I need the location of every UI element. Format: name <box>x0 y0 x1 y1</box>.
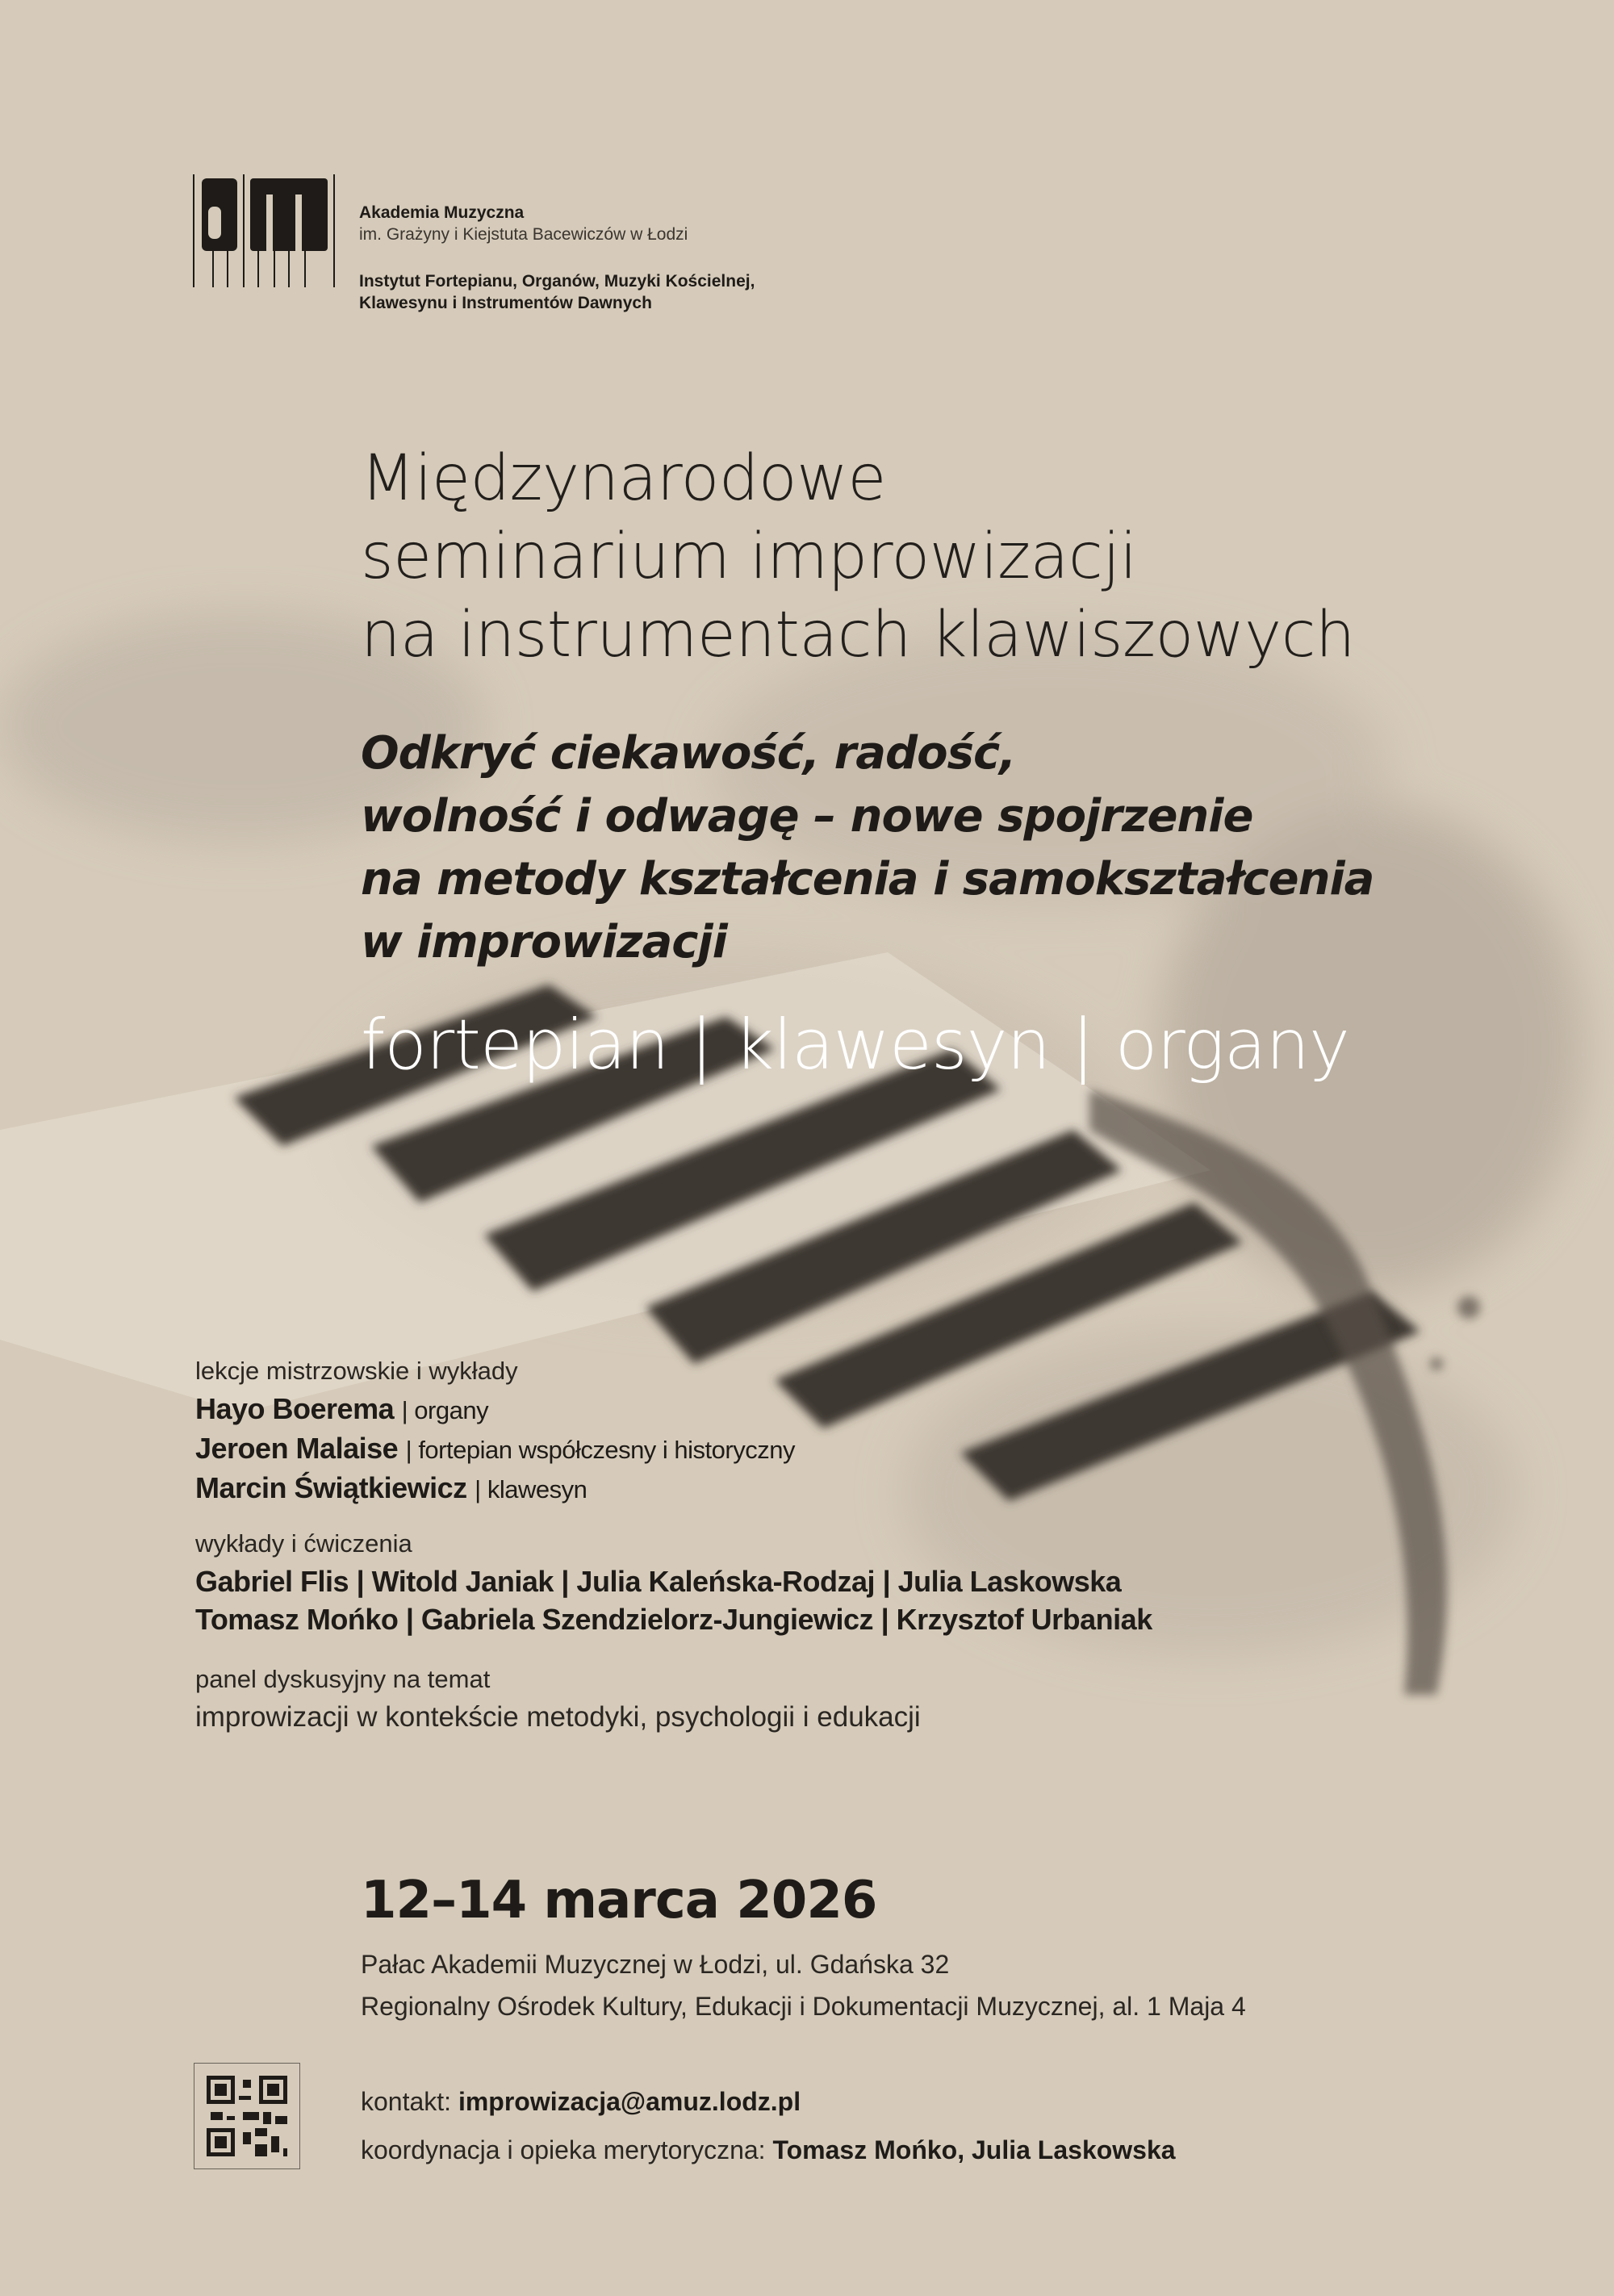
subtitle-line: w improwizacji <box>361 916 727 968</box>
lecturer-role: | organy <box>401 1396 489 1424</box>
coordinators: Tomasz Mońko, Julia Laskowska <box>772 2135 1176 2164</box>
lecturer-row <box>195 1469 795 1508</box>
event-date: 12–14 marca 2026 <box>361 1871 877 1930</box>
institute-line-2: Klawesynu i Instrumentów Dawnych <box>359 294 652 312</box>
lecturer-role: | klawesyn <box>475 1475 587 1503</box>
subtitle-line: Odkryć ciekawość, radość, <box>361 727 1016 780</box>
title-line: na instrumentach klawiszowych <box>361 599 1355 671</box>
coordination-label: koordynacja i opieka merytoryczna: <box>361 2135 766 2164</box>
institute-line-1: Instytut Fortepianu, Organów, Muzyki Kościelnej, <box>359 272 755 291</box>
qr-code[interactable] <box>194 2063 300 2169</box>
lecturers-line: Tomasz Mońko | Gabriela Szendzielorz-Jungiewicz | Krzysztof Urbaniak <box>195 1603 1152 1636</box>
institution-name: Akademia Muzyczna <box>359 203 525 222</box>
masterclasses-label: lekcje mistrzowskie i wykłady <box>195 1357 518 1385</box>
lecturer-row <box>195 1429 795 1469</box>
qr-code-icon <box>194 2064 299 2168</box>
panel-label: panel dyskusyjny na temat <box>195 1665 491 1693</box>
contact-label: kontakt: <box>361 2087 452 2116</box>
subtitle-line: na metody kształcenia i samokształcenia <box>361 853 1374 905</box>
venue-2: Regionalny Ośrodek Kultury, Edukacji i Dokumentacji Muzycznej, al. 1 Maja 4 <box>361 1992 1246 2021</box>
instruments: fortepian | klawesyn | organy <box>361 1005 1349 1085</box>
contact-email[interactable]: improwizacja@amuz.lodz.pl <box>458 2087 801 2116</box>
lecturer-row <box>195 1390 795 1429</box>
panel-topic: improwizacji w kontekście metodyki, psychologii i edukacji <box>195 1701 921 1733</box>
lecturers-line: Gabriel Flis | Witold Janiak | Julia Kaleńska-Rodzaj | Julia Laskowska <box>195 1565 1122 1598</box>
lectures-label: wykłady i ćwiczenia <box>195 1529 412 1558</box>
subtitle-line: wolność i odwagę – nowe spojrzenie <box>361 790 1253 843</box>
piano-keys-logo-icon <box>192 174 336 287</box>
institution-full-name: im. Grażyny i Kiejstuta Bacewiczów w Łodzi <box>359 225 688 244</box>
title-line: Międzynarodowe <box>361 442 886 515</box>
venue-1: Pałac Akademii Muzycznej w Łodzi, ul. Gdańska 32 <box>361 1950 950 1979</box>
title-line: seminarium improwizacji <box>361 521 1137 593</box>
lecturer-name: Jeroen Malaise <box>195 1432 399 1465</box>
lecturer-name: Marcin Świątkiewicz <box>195 1471 467 1504</box>
event-subtitle <box>361 722 1374 974</box>
academy-logo <box>192 174 336 287</box>
event-title <box>361 440 1355 675</box>
lecturer-name: Hayo Boerema <box>195 1392 395 1425</box>
lecturer-role: | fortepian współczesny i historyczny <box>405 1436 795 1464</box>
